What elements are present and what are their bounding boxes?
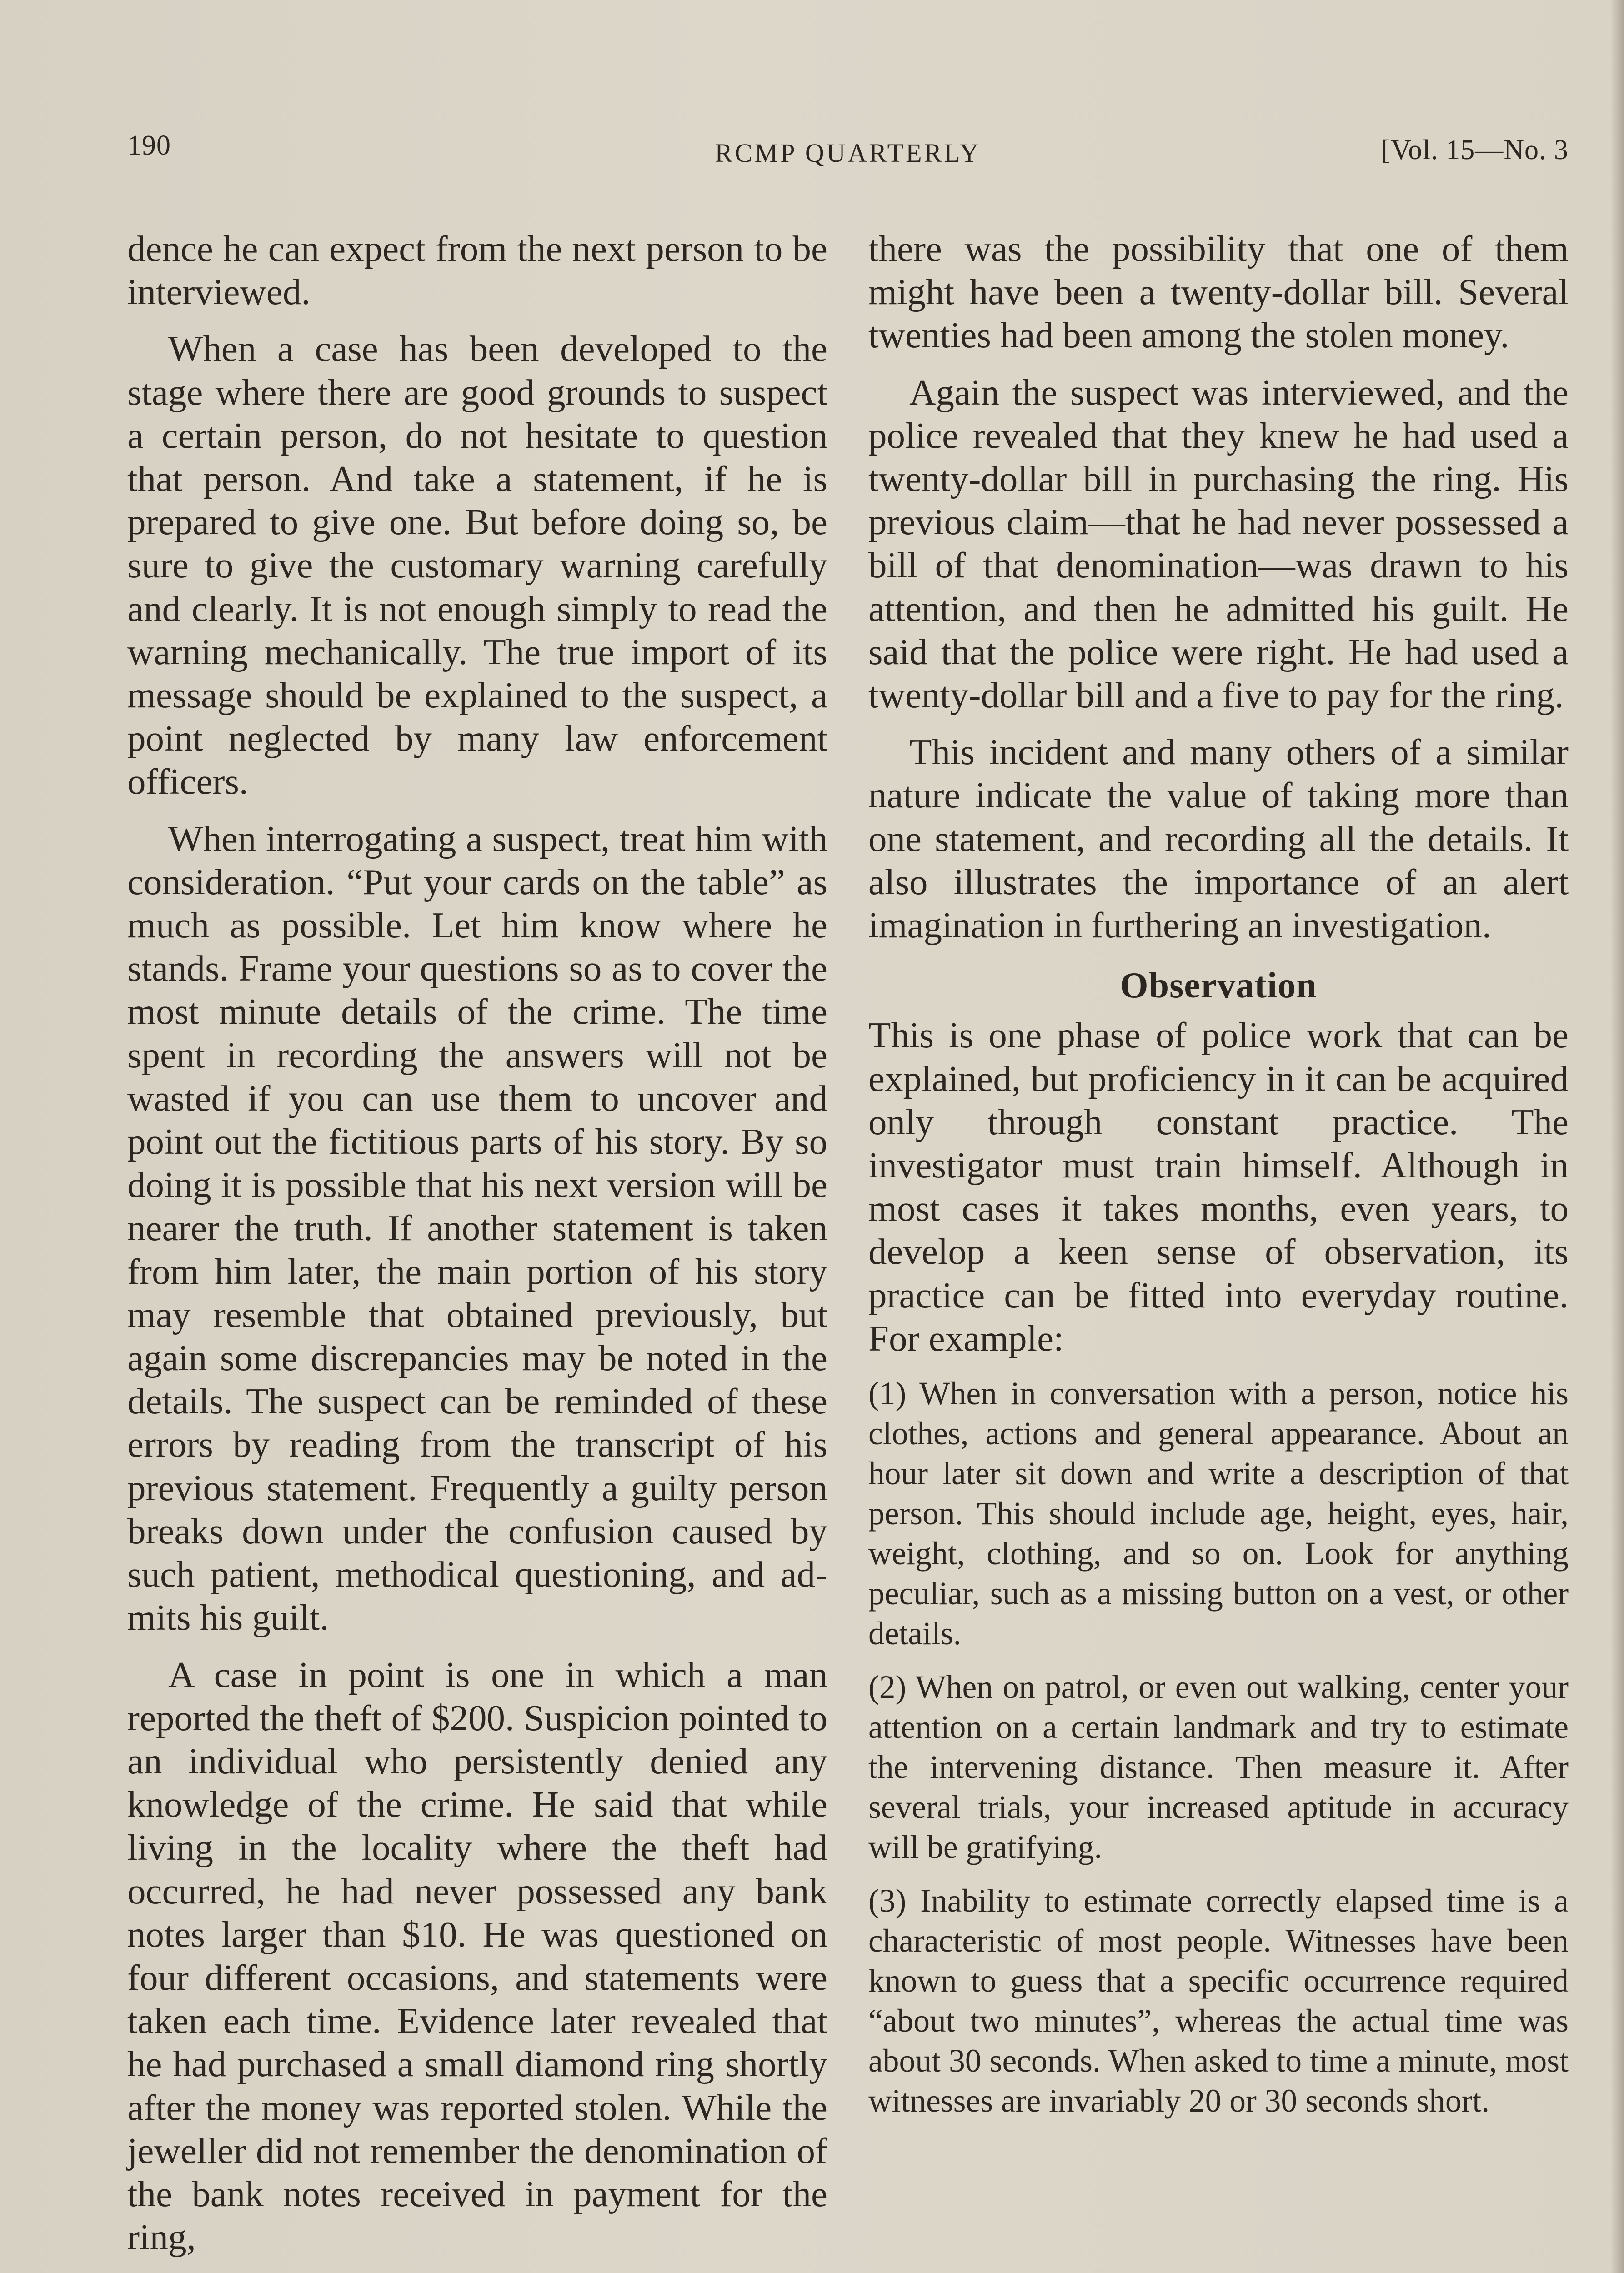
paragraph: there was the possibility that one of them might have been a twenty-dollar bill. Several twenties had been among the stolen money. [868,228,1569,356]
paragraph: Again the suspect was interviewed, and the police revealed that they knew he had used a twenty-dollar bill in purchasing the ring. His previous claim—that he had never possessed a bill of that denomination—was drawn to his attention, and then he admitted his guilt. He said that the police were right. He had used a twenty-dollar bill and a five to pay for the ring. [868,371,1569,716]
journal-title: RCMP QUARTERLY [715,138,981,168]
page-edge-shadow [1610,0,1624,2273]
paragraph: When a case has been developed to the stage where there are good grounds to suspect a certain person, do not hesitate to question that person. And take a statement, if he is prepared to give one. But before doing so, be sure to give the customary warning carefully and clearly. It is not enough simply to read the warning mechanically. The true import of its message should be explained to the suspect, a point neglected by many law enforcement officers. [127,328,827,802]
page-number: 190 [127,130,171,161]
running-header [127,130,1569,184]
paragraph: This incident and many others of a similar nature indicate the value of taking more than one statement, and recording all the details. It also illustrates the importance of an alert imagination in furthering an investigation. [868,731,1569,946]
volume-issue: [Vol. 15—No. 3 [1381,135,1569,165]
paragraph: When interrogating a suspect, treat him with consideration. “Put your cards on the table” as much as possible. Let him know where he stands. Frame your questions so as to cover the most minute details of the crime. The time spent in recording the answers will not be wasted if you can use them to uncover and point out the fictitious parts of his story. By so doing it is possible that his next version will be nearer the truth. If another statement is taken from him later, the main portion of his story may resemble that obtained previously, but again some discrepancies may be noted in the details. The suspect can be reminded of these errors by reading from the transcript of his previous statement. Frequently a guilty person breaks down under the confusion caused by such patient, methodical questioning, and admits his guilt. [127,818,827,1638]
list-item: (2) When on patrol, or even out walking, center your attention on a certain landmark and try to estimate the intervening distance. Then measure it. After several trials, your increased aptitude in accuracy will be gratifying. [868,1669,1569,1866]
left-column [127,227,827,2273]
paragraph: dence he can expect from the next person to be interviewed. [127,228,827,313]
list-item: (1) When in conversation with a person, notice his clothes, actions and general appearance. About an hour later sit down and write a description of that person. This should include age, height, eyes, hair, weight, clothing, and so on. Look for anything peculiar, such as a missing button on a vest, or other details. [868,1376,1569,1652]
paragraph: This is one phase of police work that can be explained, but proficiency in it can be acquired only through constant practice. The investigator must train himself. Although in most cases it takes months, even years, to develop a keen sense of observation, its practice can be fitted into everyday routine. For example: [868,1015,1569,1359]
right-column [868,227,1569,2135]
list-item: (3) Inability to estimate correctly elapsed time is a characteristic of most people. Witnesses have been known to guess that a specific occurrence required “about two minutes”, whereas the actual time was about 30 seconds. When asked to time a minute, most witnesses are invariably 20 or 30 seconds short. [868,1883,1569,2119]
paragraph: A case in point is one in which a man reported the theft of $200. Suspicion pointed to an individual who persistently denied any knowledge of the crime. He said that while living in the locality where the theft had occurred, he had never possessed any bank notes larger than $10. He was questioned on four different occasions, and statements were taken each time. Evidence later revealed that he had purchased a small diamond ring shortly after the money was reported stolen. While the jeweller did not remember the denomination of the bank notes received in payment for the ring, [127,1654,827,2258]
section-heading: Observation [1120,966,1317,1006]
